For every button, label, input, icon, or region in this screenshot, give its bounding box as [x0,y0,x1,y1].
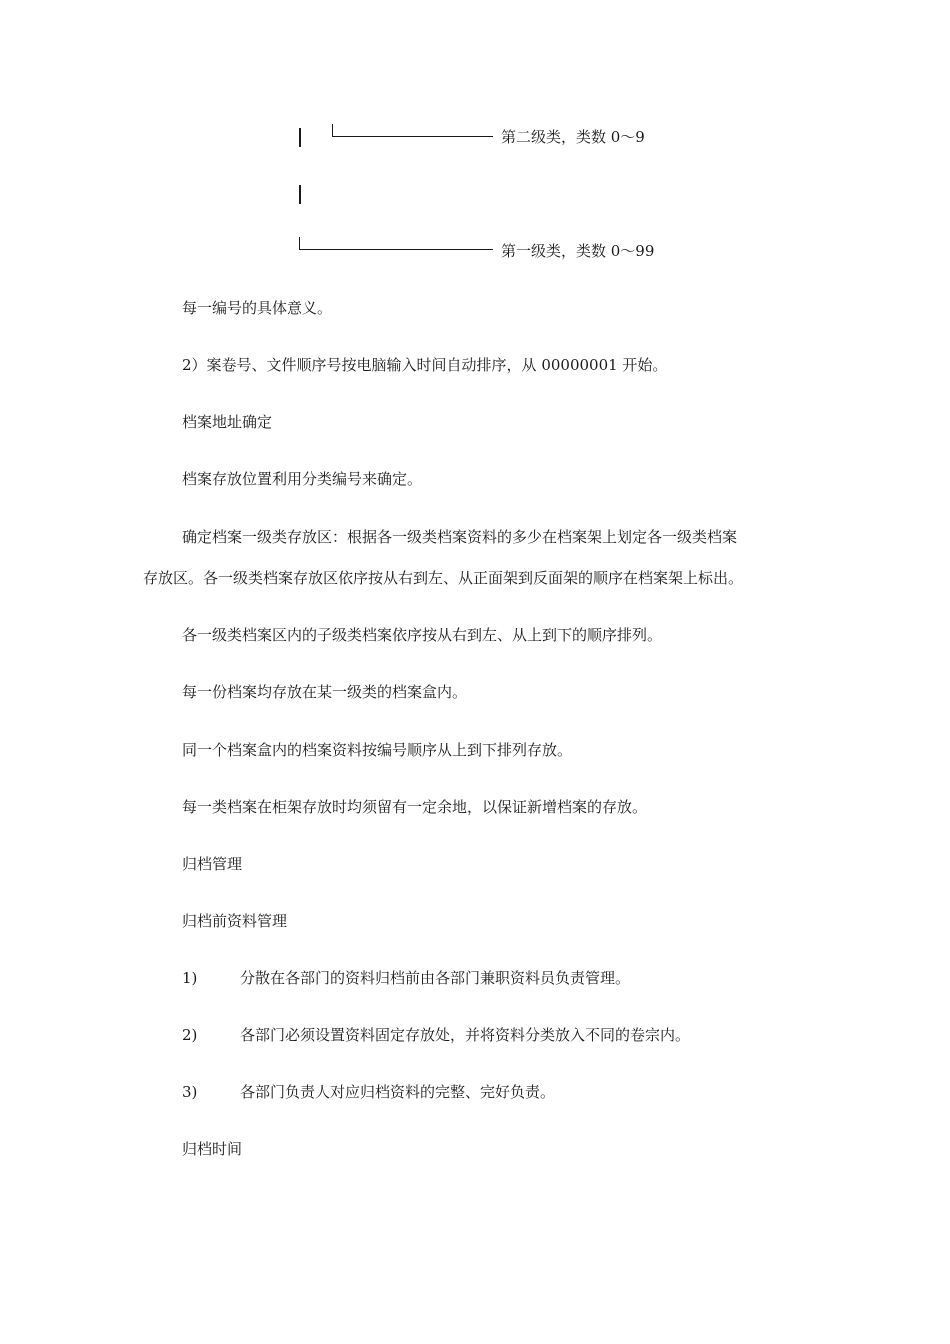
section-heading: 归档前资料管理 [182,912,288,930]
paragraph: 各一级类档案区内的子级类档案依序按从右到左、从上到下的顺序排列。 [182,626,663,644]
list-item-number: 1) [182,969,198,987]
paragraph: 档案存放位置利用分类编号来确定。 [182,470,423,488]
tree-connector-level2 [332,124,493,137]
list-item-number: 3) [182,1083,198,1101]
paragraph: 确定档案一级类存放区：根据各一级类档案资料的多少在档案架上划定各一级类档案 [182,528,738,546]
section-heading: 归档时间 [182,1140,243,1158]
list-item-number: 2) [182,1026,198,1044]
list-item-text: 各部门必须设置资料固定存放处，并将资料分类放入不同的卷宗内。 [240,1026,691,1044]
paragraph: 每一类档案在柜架存放时均须留有一定余地，以保证新增档案的存放。 [182,798,648,816]
paragraph: 2）案卷号、文件顺序号按电脑输入时间自动排序，从 00000001 开始。 [182,356,668,374]
tree-connector-level1 [299,237,493,250]
list-item [182,1082,555,1102]
tree-vertical-bar-1 [299,128,301,147]
paragraph: 同一个档案盒内的档案资料按编号顺序从上到下排列存放。 [182,741,573,759]
list-item [182,968,630,988]
paragraph: 存放区。各一级类档案存放区依序按从右到左、从正面架到反面架的顺序在档案架上标出。 [143,569,744,587]
paragraph: 每一编号的具体意义。 [182,299,333,317]
tree-level2-label: 第二级类，类数 0～9 [501,128,645,146]
paragraph: 每一份档案均存放在某一级类的档案盒内。 [182,683,468,701]
tree-vertical-bar-2 [299,185,301,204]
section-heading: 档案地址确定 [182,413,273,431]
list-item [182,1025,690,1045]
list-item-text: 各部门负责人对应归档资料的完整、完好负责。 [240,1083,556,1101]
tree-level1-label: 第一级类，类数 0～99 [501,242,655,260]
list-item-text: 分散在各部门的资料归档前由各部门兼职资料员负责管理。 [240,969,631,987]
section-heading: 归档管理 [182,855,243,873]
